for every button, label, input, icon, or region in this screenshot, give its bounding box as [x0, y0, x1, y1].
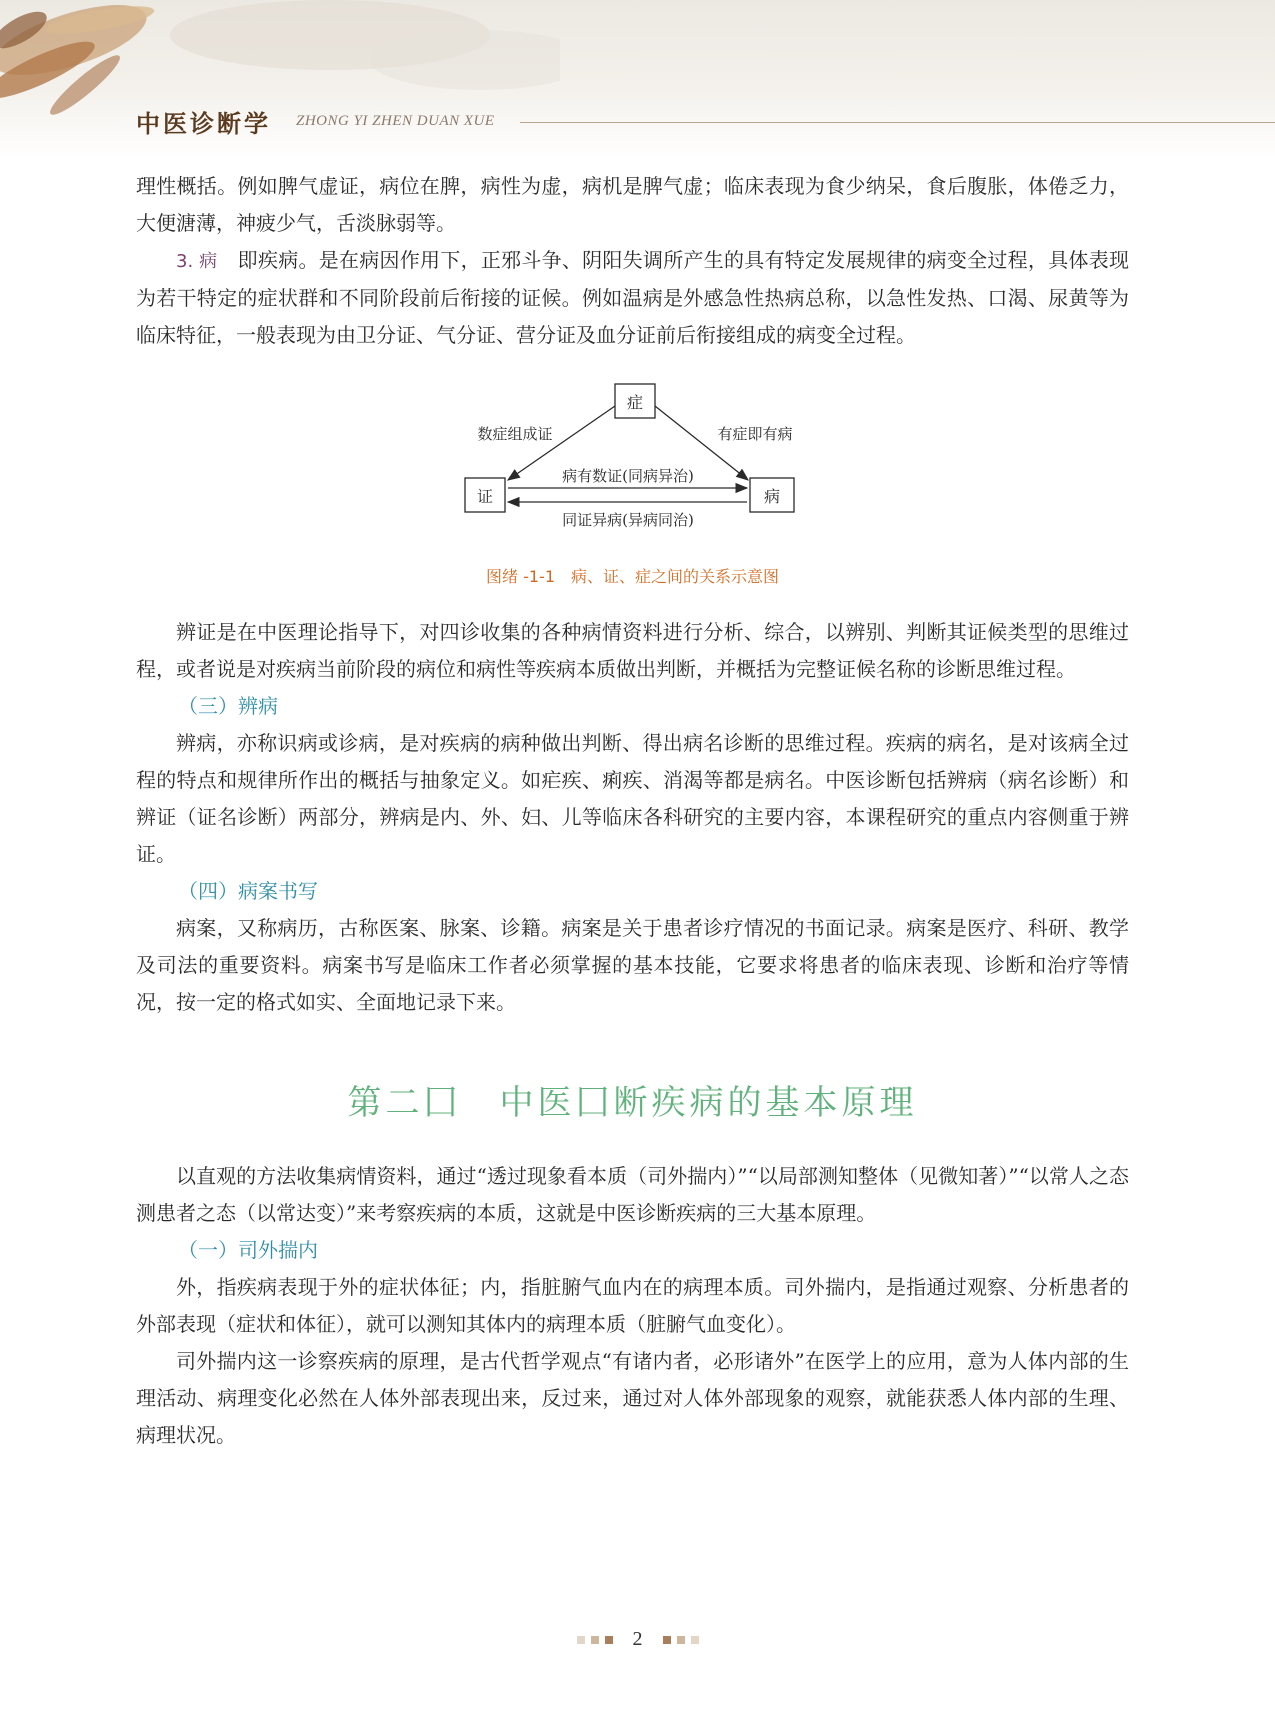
- footer-square-icon: [591, 1636, 599, 1644]
- page-number: 2: [632, 1628, 643, 1650]
- figure-caption: 图绪 -1-1 病、证、症之间的关系示意图: [486, 567, 779, 586]
- relationship-diagram: [136, 354, 1129, 614]
- header-divider: [520, 122, 1275, 123]
- subsection-heading: （三）辨病: [178, 694, 278, 718]
- paragraph: 病案，又称病历，古称医案、脉案、诊籍。病案是关于患者诊疗情况的书面记录。病案是医疗、科研、教学及司法的重要资料。病案书写是临床工作者必须掌握的基本技能，它要求将患者的临床表现、诊断和治疗等情况，按一定的格式如实、全面地记录下来。: [136, 916, 1129, 1014]
- footer-square-icon: [663, 1636, 671, 1644]
- footer-square-icon: [605, 1636, 613, 1644]
- term-lead: 3. 病: [176, 251, 218, 272]
- paragraph: [136, 242, 1129, 354]
- herb-decoration-icon: [0, 0, 560, 130]
- node-top-label: 症: [626, 393, 644, 412]
- edge-forward-label: 病有数证(同病异治): [562, 467, 694, 485]
- subsection-heading: （四）病案书写: [178, 879, 318, 903]
- edge-right-label: 有症即有病: [717, 425, 793, 443]
- section-title: 第二囗 中医囗断疾病的基本原理: [347, 1083, 918, 1123]
- paragraph: 司外揣内这一诊察疾病的原理，是古代哲学观点“有诸内者，必形诸外”在医学上的应用，意为人体内部的生理活动、病理变化必然在人体外部表现出来，反过来，通过对人体外部现象的观察，就能获悉人体内部的生理、病理状况。: [136, 1349, 1129, 1447]
- edge-back-label: 同证异病(异病同治): [562, 511, 694, 529]
- subsection-heading: （一）司外揣内: [178, 1238, 318, 1262]
- paragraph: 以直观的方法收集病情资料，通过“透过现象看本质（司外揣内）”“以局部测知整体（见微知著）”“以常人之态测患者之态（以常达变）”来考察疾病的本质，这就是中医诊断疾病的三大基本原理。: [136, 1164, 1129, 1225]
- footer-square-icon: [691, 1636, 699, 1644]
- paragraph: 辨病，亦称识病或诊病，是对疾病的病种做出判断、得出病名诊断的思维过程。疾病的病名，是对该病全过程的特点和规律所作出的概括与抽象定义。如疟疾、痢疾、消渴等都是病名。中医诊断包括辨病（病名诊断）和辨证（证名诊断）两部分，辨病是内、外、妇、儿等临床各科研究的主要内容，本课程研究的重点内容侧重于辨证。: [136, 731, 1129, 866]
- edge-left-label: 数症组成证: [477, 425, 553, 443]
- paragraph: 外，指疾病表现于外的症状体征；内，指脏腑气血内在的病理本质。司外揣内，是指通过观察、分析患者的外部表现（症状和体征），就可以测知其体内的病理本质（脏腑气血变化）。: [136, 1275, 1129, 1336]
- paragraph: 辨证是在中医理论指导下，对四诊收集的各种病情资料进行分析、综合，以辨别、判断其证候类型的思维过程，或者说是对疾病当前阶段的病位和病性等疾病本质做出判断，并概括为完整证候名称的诊断思维过程。: [136, 620, 1129, 681]
- footer-square-icon: [577, 1636, 585, 1644]
- book-title: 中医诊断学: [136, 110, 271, 138]
- footer-square-icon: [677, 1636, 685, 1644]
- paragraph-body: 即疾病。是在病因作用下，正邪斗争、阴阳失调所产生的具有特定发展规律的病变全过程，具体表现为若干特定的症状群和不同阶段前后衔接的证候。例如温病是外感急性热病总称，以急性发热、口渴、尿黄等为临床特征，一般表现为由卫分证、气分证、营分证及血分证前后衔接组成的病变全过程。: [136, 248, 1129, 347]
- book-subtitle: ZHONG YI ZHEN DUAN XUE: [296, 113, 495, 129]
- page-footer: [0, 1628, 1275, 1651]
- paragraph: 理性概括。例如脾气虚证，病位在脾，病性为虚，病机是脾气虚；临床表现为食少纳呆，食后腹胀，体倦乏力，大便溏薄，神疲少气，舌淡脉弱等。: [136, 174, 1129, 235]
- node-left-label: 证: [476, 487, 494, 506]
- page-content: [136, 168, 1129, 1454]
- node-right-label: 病: [763, 487, 781, 506]
